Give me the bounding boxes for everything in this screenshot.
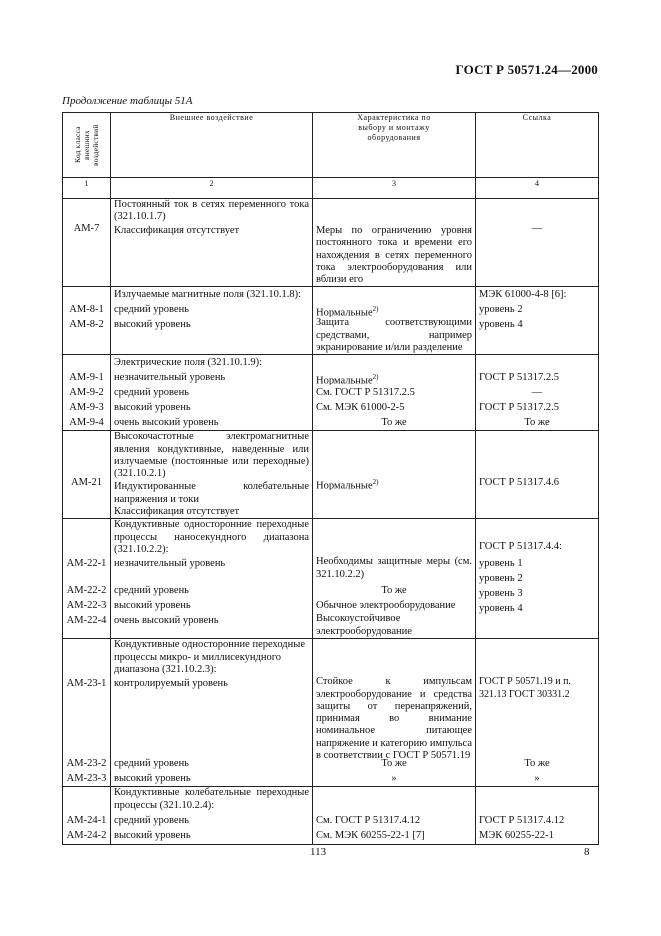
reference-cell (476, 287, 599, 355)
impact-title: Кондуктивные односторонние переходные процессы микро- и миллисекундного диапазона (321.10.2.3): (114, 639, 305, 675)
column-number: 4 (476, 178, 599, 199)
code-cell (63, 519, 111, 639)
column-number-row (63, 178, 599, 199)
class-code: АМ-23-2 (66, 758, 107, 770)
reference-text: МЭК 60255-22-1 (479, 830, 554, 842)
reference-text: ГОСТ Р 51317.2.5 (479, 402, 560, 414)
class-code: АМ-9-2 (69, 387, 104, 399)
reference-text: — (531, 387, 543, 399)
impact-level: средний уровень (114, 387, 189, 399)
characteristic-cell (313, 199, 476, 287)
class-code: АМ-24-1 (66, 815, 107, 827)
impact-cell (111, 287, 313, 355)
table-row (63, 787, 599, 845)
impact-class: Классификация отсутствует (114, 225, 240, 236)
class-code: АМ-23-3 (66, 773, 107, 785)
reference-text: ГОСТ Р 50571.19 и п. 321.13 ГОСТ 30331.2 (479, 676, 571, 700)
table-row (63, 355, 599, 431)
code-cell (63, 431, 111, 519)
reference-cell (476, 355, 599, 431)
reference-cell (476, 639, 599, 787)
code-cell (63, 787, 111, 845)
code-cell (63, 287, 111, 355)
characteristic-text: Меры по ограничению уровня постоянного тока и времени его нахождения в сетях переменного тока электрооборудования или вблизи его (316, 225, 472, 286)
characteristic-cell (313, 519, 476, 639)
reference-text: уровень 2 (479, 304, 523, 316)
table-row (63, 199, 599, 287)
reference-cell (476, 199, 599, 287)
reference-text: уровень 1 (479, 558, 523, 570)
impact-level: высокий уровень (114, 773, 191, 785)
reference-text: ГОСТ Р 51317.2.5 (479, 372, 560, 384)
table-row (63, 519, 599, 639)
impact-cell (111, 199, 313, 287)
characteristic-text: Необходимы защитные меры (см. 321.10.2.2) (316, 556, 472, 580)
characteristic-text: Защита соответствующими средствами, например экранирование и/или разделение (316, 317, 472, 354)
impact-title: Кондуктивные колебательные переходные процессы (321.10.2.4): (114, 787, 309, 811)
class-code: АМ-8-1 (69, 304, 104, 316)
characteristic-cell (313, 431, 476, 519)
code-cell (63, 199, 111, 287)
class-code: АМ-22-2 (66, 585, 107, 597)
impact-subtitle: Индуктированные колебательные напряжения и токи (114, 481, 309, 505)
class-code: АМ-21 (71, 477, 102, 489)
reference-text: уровень 4 (479, 319, 523, 331)
table-row (63, 431, 599, 519)
reference-text: » (534, 773, 540, 785)
impact-level: контролируемый уровень (114, 678, 228, 690)
reference-text: уровень 3 (479, 588, 523, 600)
characteristic-text: Обычное электрооборудование (316, 600, 456, 612)
header-impact: Внешнее воздействие (111, 113, 313, 178)
header-reference: Ссылка (476, 113, 599, 178)
header-code: Код класса внешних воздействий (63, 113, 111, 178)
code-cell (63, 355, 111, 431)
impact-title: Высокочастотные электромагнитные явления кондуктивные, наведенные или излучаемые (постоянные или переходные) (321.10.2.1) (114, 431, 309, 480)
column-number: 3 (313, 178, 476, 199)
impact-level: высокий уровень (114, 830, 191, 842)
reference-text: уровень 2 (479, 573, 523, 585)
characteristic-cell (313, 787, 476, 845)
column-number: 2 (111, 178, 313, 199)
class-code: АМ-23-1 (66, 678, 107, 690)
characteristic-cell (313, 355, 476, 431)
impact-title: Излучаемые магнитные поля (321.10.1.8): (114, 289, 302, 301)
impact-cell (111, 787, 313, 845)
characteristic-text: » (391, 773, 397, 785)
reference-cell (476, 431, 599, 519)
classification-table (62, 112, 599, 845)
impact-class: Классификация отсутствует (114, 505, 240, 517)
reference-text: — (531, 223, 543, 234)
characteristic-cell (313, 287, 476, 355)
impact-level: незначительный уровень (114, 372, 226, 384)
reference-cell (476, 787, 599, 845)
characteristic-text: Нормальные$^{2)}$ (316, 373, 379, 386)
code-cell (63, 639, 111, 787)
class-code: АМ-7 (73, 223, 100, 234)
reference-text: ГОСТ Р 51317.4.6 (479, 477, 560, 489)
impact-cell (111, 639, 313, 787)
class-code: АМ-9-3 (69, 402, 104, 414)
class-code: АМ-22-4 (66, 615, 107, 627)
impact-level: высокий уровень (114, 600, 191, 612)
characteristic-text: То же (381, 417, 407, 429)
reference-text: То же (524, 758, 550, 770)
characteristic-text: Высокоустойчивое электрооборудование (316, 613, 412, 637)
reference-text: уровень 4 (479, 603, 523, 615)
characteristic-text: То же (381, 585, 407, 597)
reference-text: МЭК 61000-4-8 [6]: (479, 289, 567, 301)
table-row (63, 639, 599, 787)
characteristic-text: Нормальные$^{2)}$ (316, 305, 379, 318)
impact-level: средний уровень (114, 585, 189, 597)
impact-title: Электрические поля (321.10.1.9): (114, 357, 263, 369)
characteristic-cell (313, 639, 476, 787)
class-code: АМ-9-1 (69, 372, 104, 384)
impact-level: очень высокий уровень (114, 615, 219, 627)
impact-cell (111, 355, 313, 431)
reference-text: ГОСТ Р 51317.4.12 (479, 815, 565, 827)
impact-level: средний уровень (114, 304, 189, 316)
impact-level: незначительный уровень (114, 558, 226, 570)
characteristic-text: Стойкое к импульсам электрооборудование и средства защиты от перенапряжений, принимая во внимание номинальное питающее напряжение и категорию импульса в соответствии с ГОСТ Р 50571.19 (316, 676, 472, 762)
class-code: АМ-8-2 (69, 319, 104, 331)
reference-text: То же (524, 417, 550, 429)
characteristic-text: То же (381, 758, 407, 770)
impact-level: очень высокий уровень (114, 417, 219, 429)
class-code: АМ-24-2 (66, 830, 107, 842)
impact-cell (111, 431, 313, 519)
impact-level: высокий уровень (114, 402, 191, 414)
impact-level: средний уровень (114, 815, 189, 827)
table-row (63, 287, 599, 355)
impact-title: Кондуктивные односторонние переходные процессы наносекундного диапазона (321.10.2.2): (114, 519, 309, 555)
impact-level: средний уровень (114, 758, 189, 770)
header-characteristic: Характеристика по выбору и монтажу оборудования (313, 113, 476, 178)
page-number: 113 (310, 846, 327, 858)
impact-title: Постоянный ток в сетях переменного тока (321.10.1.7) (114, 199, 309, 223)
impact-level: высокий уровень (114, 319, 191, 331)
characteristic-text: См. ГОСТ Р 51317.2.5 (316, 387, 415, 399)
table-header-row (63, 113, 599, 178)
standard-title: ГОСТ Р 50571.24—2000 (455, 62, 598, 77)
reference-text: ГОСТ Р 51317.4.4: (479, 541, 562, 553)
class-code: АМ-22-3 (66, 600, 107, 612)
reference-cell (476, 519, 599, 639)
characteristic-text: См. МЭК 61000-2-5 (316, 402, 405, 414)
characteristic-text: См. МЭК 60255-22-1 [7] (316, 830, 425, 842)
class-code: АМ-22-1 (66, 558, 107, 570)
characteristic-text: См. ГОСТ Р 51317.4.12 (316, 815, 421, 827)
class-code: АМ-9-4 (69, 417, 104, 429)
impact-cell (111, 519, 313, 639)
column-number: 1 (63, 178, 111, 199)
sheet-number: 8 (584, 846, 590, 858)
table-caption: Продолжение таблицы 51А (62, 95, 193, 107)
characteristic-text: Нормальные$^{2)}$ (316, 478, 379, 491)
